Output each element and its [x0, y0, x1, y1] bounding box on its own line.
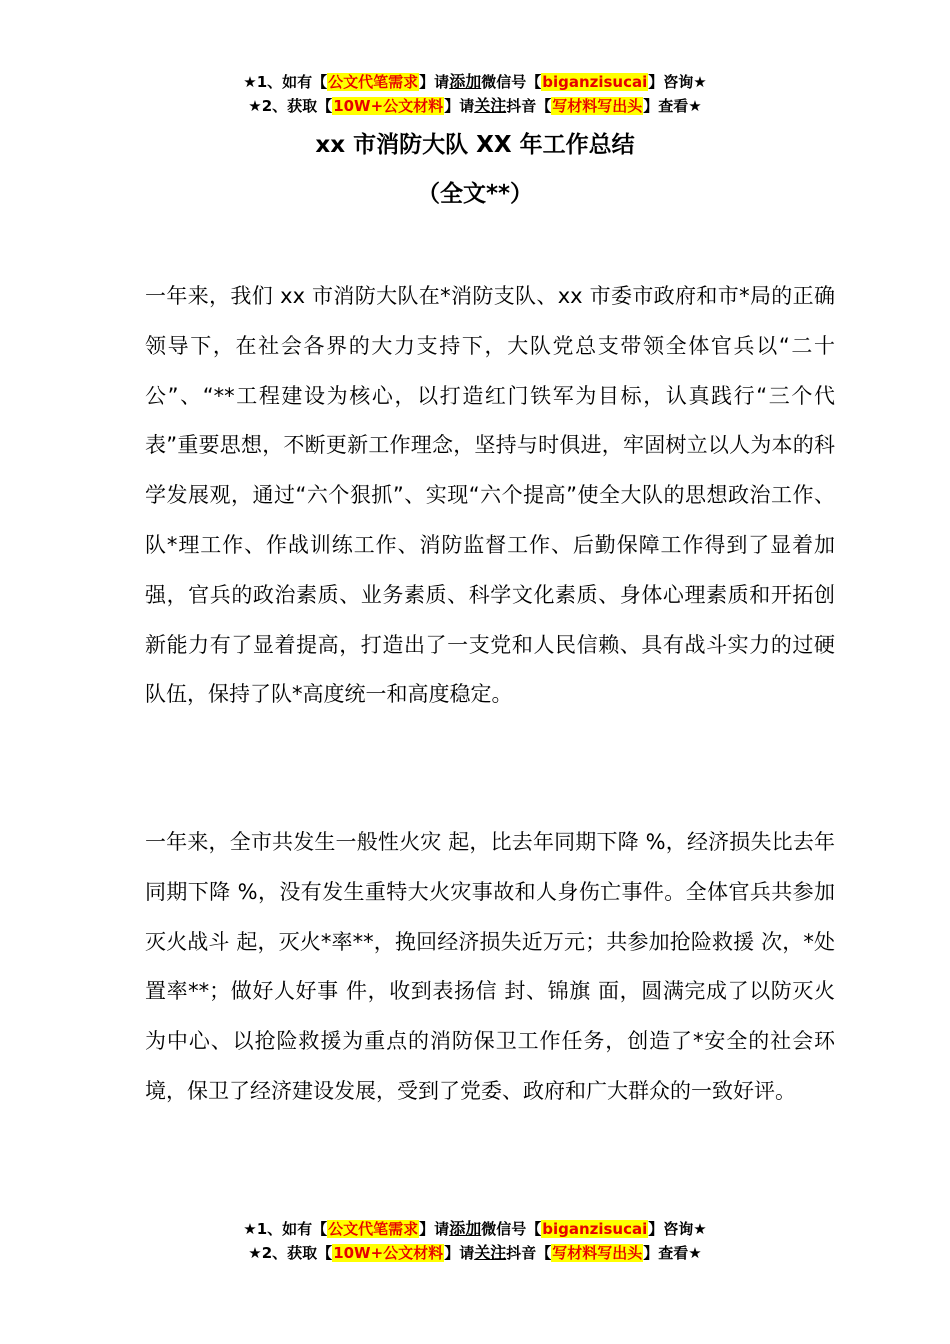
highlight-wechat-id: biganzisucai — [542, 1220, 648, 1238]
banner-line-2 — [0, 1241, 950, 1265]
header-banner — [0, 70, 950, 118]
banner-text: 微信号【 — [481, 73, 542, 91]
banner-line-1 — [0, 1217, 950, 1241]
underline-add: 添加 — [449, 1219, 482, 1238]
banner-text: 】请 — [444, 97, 475, 115]
underline-follow: 关注 — [474, 1243, 507, 1262]
banner-text: 抖音【 — [506, 1244, 552, 1262]
highlight-materials: 10W+公文材料 — [333, 97, 444, 115]
underline-follow: 关注 — [474, 96, 507, 115]
highlight-service: 公文代笔需求 — [328, 73, 419, 91]
banner-text: 】请 — [444, 1244, 475, 1262]
highlight-douyin-id: 写材料写出头 — [552, 1244, 643, 1262]
banner-text: ★2、获取【 — [248, 97, 333, 115]
banner-text: ★2、获取【 — [248, 1244, 333, 1262]
highlight-douyin-id: 写材料写出头 — [552, 97, 643, 115]
banner-text: 】查看★ — [643, 1244, 702, 1262]
footer-banner — [0, 1217, 950, 1265]
body-paragraph: 一年来，我们 xx 市消防大队在*消防支队、xx 市委市政府和市*局的正确领导下，在社会各界的大力支持下，大队党总支带领全体官兵以“二十公”、“**工程建设为核心，以打造红门铁军为目标，认真践行“三个代表”重要思想，不断更新工作理念，坚持与时俱进，牢固树立以人为本的科学发展观，通过“六个狠抓”、实现“六个提高”使全大队的思想政治工作、队*理工作、作战训练工作、消防监督工作、后勤保障工作得到了显着加强，官兵的政治素质、业务素质、科学文化素质、身体心理素质和开拓创新能力有了显着提高，打造出了一支党和人民信赖、具有战斗实力的过硬队伍，保持了队*高度统一和高度稳定。 — [145, 284, 835, 707]
banner-text: 】请 — [419, 1220, 450, 1238]
highlight-service: 公文代笔需求 — [328, 1220, 419, 1238]
banner-text: 】查看★ — [643, 97, 702, 115]
banner-text: 】请 — [419, 73, 450, 91]
document-subtitle: （全文**） — [416, 181, 534, 207]
body-paragraph: 一年来，全市共发生一般性火灾 起，比去年同期下降 %，经济损失比去年同期下降 %，没有发生重特大火灾事故和人身伤亡事件。全体官兵共参加灭火战斗 起，灭火*率**，挽回经济损失近万元；共参加抢险救援 次，*处置率**；做好人好事 件，收到表扬信 封、锦旗 面，圆满完成了以防灭火为中心、以抢险救援为重点的消防保卫工作任务，创造了*安全的社会环境，保卫了经济建设发展，受到了党委、政府和广大群众的一致好评。 — [145, 830, 835, 1103]
banner-line-1 — [0, 70, 950, 94]
highlight-materials: 10W+公文材料 — [333, 1244, 444, 1262]
document-title: xx 市消防大队 XX 年工作总结 — [315, 132, 635, 158]
banner-text: ★1、如有【 — [243, 1220, 328, 1238]
banner-line-2 — [0, 94, 950, 118]
highlight-wechat-id: biganzisucai — [542, 73, 648, 91]
banner-text: 】咨询★ — [648, 73, 707, 91]
banner-text: 微信号【 — [481, 1220, 542, 1238]
underline-add: 添加 — [449, 72, 482, 91]
banner-text: ★1、如有【 — [243, 73, 328, 91]
banner-text: 抖音【 — [506, 97, 552, 115]
banner-text: 】咨询★ — [648, 1220, 707, 1238]
